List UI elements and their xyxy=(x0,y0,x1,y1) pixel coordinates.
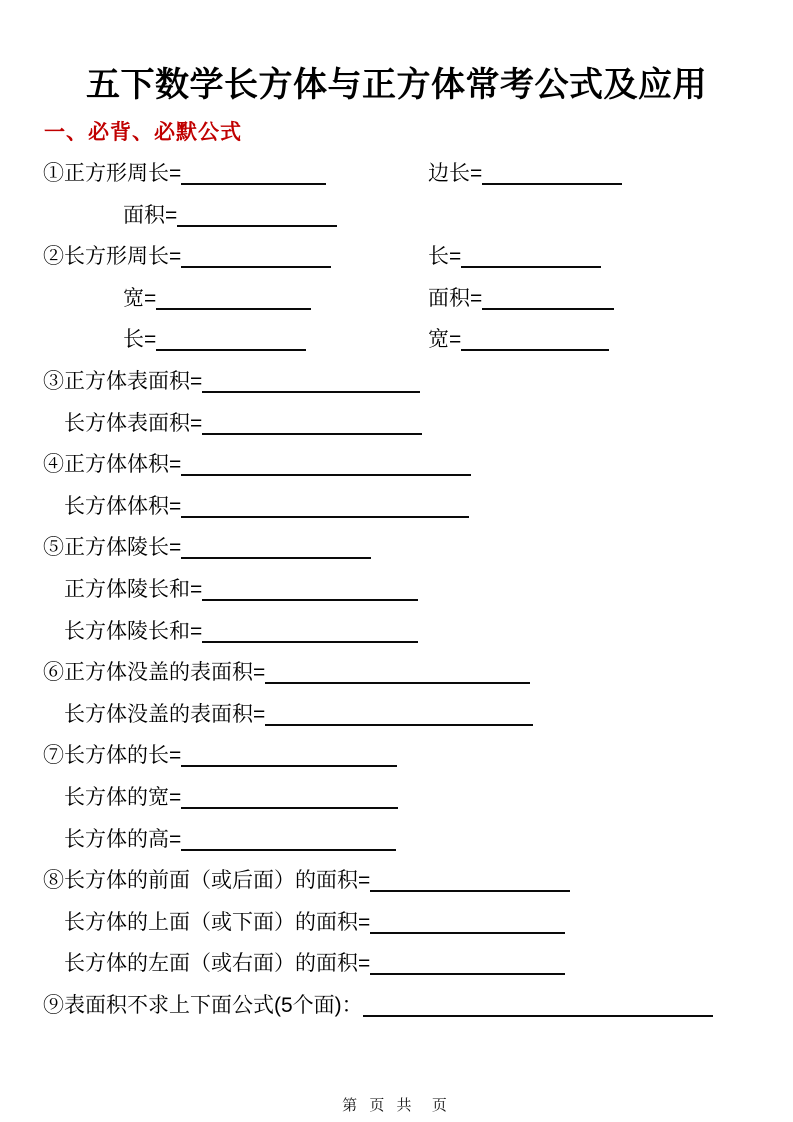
blank-line xyxy=(370,876,570,892)
blank-line xyxy=(156,335,306,351)
left-cell xyxy=(64,828,396,851)
formula-row xyxy=(43,694,793,736)
row-label: ⑥正方体没盖的表面积= xyxy=(43,661,266,685)
blank-line xyxy=(177,211,337,227)
blank-line xyxy=(181,169,326,185)
formula-row xyxy=(43,569,793,611)
formula-row xyxy=(43,735,793,777)
blank-line xyxy=(181,252,331,268)
left-cell xyxy=(64,703,533,726)
left-cell xyxy=(64,578,418,601)
left-cell xyxy=(64,911,565,934)
formula-row xyxy=(43,153,793,195)
blank-line xyxy=(461,252,601,268)
formula-row xyxy=(43,486,793,528)
formula-row xyxy=(43,860,793,902)
blank-line xyxy=(181,751,397,767)
blank-line xyxy=(482,169,622,185)
row-label: 长方体表面积= xyxy=(64,411,203,435)
row-label: ④正方体体积= xyxy=(43,453,182,477)
left-cell xyxy=(64,952,565,975)
left-cell xyxy=(43,744,397,767)
page-footer: 第 页 共 页 xyxy=(342,1097,451,1114)
row-label: ⑨表面积不求上下面公式(5个面)： xyxy=(43,993,363,1017)
blank-line xyxy=(482,294,614,310)
left-cell xyxy=(43,536,371,559)
section-heading: 一、必背、必默公式 xyxy=(44,121,242,144)
formula-row xyxy=(43,902,793,944)
right-cell xyxy=(428,153,622,195)
left-cell xyxy=(64,495,469,518)
formula-row xyxy=(43,278,793,320)
left-cell xyxy=(43,661,530,684)
formula-row xyxy=(43,611,793,653)
row-label: 长方体没盖的表面积= xyxy=(64,702,266,726)
row-label: ③正方体表面积= xyxy=(43,369,203,393)
left-cell xyxy=(43,245,331,268)
formula-row xyxy=(43,319,793,361)
formula-row xyxy=(43,985,793,1027)
blank-line xyxy=(202,419,422,435)
formula-row xyxy=(43,777,793,819)
left-cell xyxy=(123,287,311,310)
row-label: 长方体的高= xyxy=(64,827,182,851)
row-label: ②长方形周长= xyxy=(43,245,182,269)
left-cell xyxy=(43,994,713,1017)
left-cell xyxy=(64,620,418,643)
formula-row xyxy=(43,444,793,486)
left-cell xyxy=(43,370,420,393)
page-title: 五下数学长方体与正方体常考公式及应用 xyxy=(86,66,707,104)
formula-row xyxy=(43,236,793,278)
row-label: 长方体的上面（或下面）的面积= xyxy=(64,910,371,934)
blank-line xyxy=(265,668,530,684)
formula-row xyxy=(43,361,793,403)
row-label: ⑦长方体的长= xyxy=(43,744,182,768)
blank-line xyxy=(461,335,609,351)
blank-line xyxy=(370,959,565,975)
blank-line xyxy=(363,1001,713,1017)
left-cell xyxy=(43,869,570,892)
left-cell xyxy=(123,204,337,227)
row-label: 长方体陵长和= xyxy=(64,619,203,643)
row-label: 正方体陵长和= xyxy=(64,577,203,601)
row-label: ①正方形周长= xyxy=(43,162,182,185)
row-label: 宽= xyxy=(428,328,462,352)
formula-row xyxy=(43,195,793,237)
row-label: 长= xyxy=(123,328,157,352)
row-label: 长方体体积= xyxy=(64,494,182,518)
left-cell xyxy=(43,162,326,185)
blank-line xyxy=(181,835,396,851)
formula-row xyxy=(43,652,793,694)
left-cell xyxy=(43,453,471,476)
formula-row xyxy=(43,819,793,861)
right-cell xyxy=(428,319,609,361)
right-cell xyxy=(428,278,614,320)
blank-line xyxy=(181,543,371,559)
row-label: 面积= xyxy=(428,286,483,310)
blank-line xyxy=(265,710,533,726)
row-label: 宽= xyxy=(123,286,157,310)
left-cell xyxy=(123,328,306,351)
blank-line xyxy=(181,502,469,518)
left-cell xyxy=(64,412,422,435)
row-label: 长方体的宽= xyxy=(64,785,182,809)
formula-row xyxy=(43,403,793,445)
formula-row xyxy=(43,943,793,985)
right-cell xyxy=(428,236,601,278)
blank-line xyxy=(370,918,565,934)
row-label: 面积= xyxy=(123,203,178,227)
row-label: 边长= xyxy=(428,162,483,185)
formula-row xyxy=(43,527,793,569)
blank-line xyxy=(181,793,398,809)
row-label: 长方体的左面（或右面）的面积= xyxy=(64,952,371,976)
blank-line xyxy=(202,627,418,643)
blank-line xyxy=(181,460,471,476)
formula-list xyxy=(43,153,793,1026)
blank-line xyxy=(156,294,311,310)
row-label: 长= xyxy=(428,245,462,269)
left-cell xyxy=(64,786,398,809)
blank-line xyxy=(202,377,420,393)
blank-line xyxy=(202,585,418,601)
row-label: ⑧长方体的前面（或后面）的面积= xyxy=(43,869,371,893)
row-label: ⑤正方体陵长= xyxy=(43,536,182,560)
